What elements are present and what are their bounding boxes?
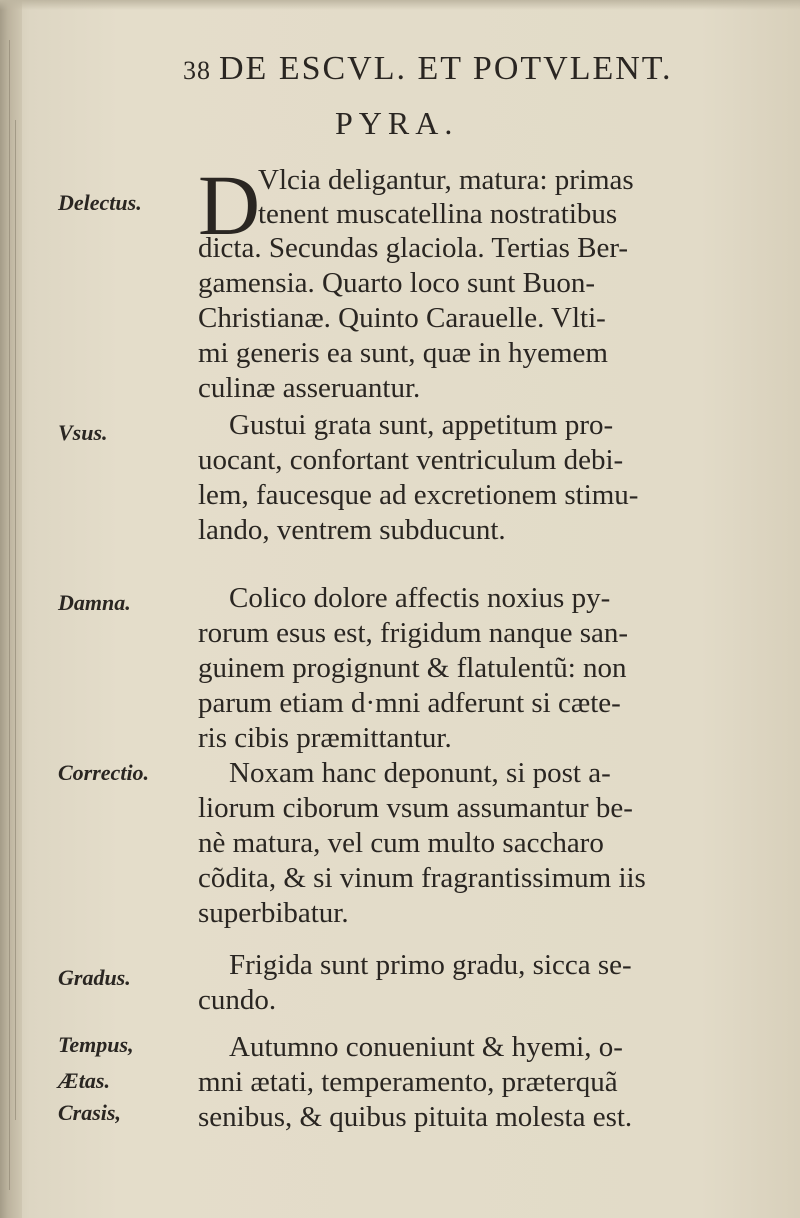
margin-note: Gradus. <box>58 965 131 990</box>
page-header <box>183 50 743 88</box>
text-line: liorum ciborum vsum assumantur be- <box>198 792 633 824</box>
text-line: dicta. Secundas glaciola. Tertias Ber- <box>198 232 629 264</box>
text-line: lem, faucesque ad excretionem stimu- <box>198 479 639 511</box>
text-line: Autumno conueniunt & hyemi, o- <box>229 1031 623 1063</box>
running-head: DE ESCVL. ET POTVLENT. <box>219 50 673 87</box>
text-line: gamensia. Quarto loco sunt Buon- <box>198 267 596 299</box>
text-line: rorum esus est, frigidum nanque san- <box>198 617 629 649</box>
margin-note: Crasis, <box>58 1100 121 1125</box>
binding-crease <box>15 120 16 1120</box>
margin-note: Tempus, <box>58 1032 134 1057</box>
text-line: Frigida sunt primo gradu, sicca se- <box>229 949 632 981</box>
drop-cap: D <box>198 157 261 253</box>
text-line: nè matura, vel cum multo saccharo <box>198 827 604 859</box>
margin-note: Vsus. <box>58 420 108 445</box>
text-line: Christianæ. Quinto Carauelle. Vlti- <box>198 302 606 334</box>
margin-note: Correctio. <box>58 760 150 785</box>
margin-note: Damna. <box>58 590 131 615</box>
text-line: Gustui grata sunt, appetitum pro- <box>229 409 614 441</box>
text-line: lando, ventrem subducunt. <box>198 514 506 546</box>
page-number: 38 <box>183 56 211 85</box>
margin-note: Delectus. <box>58 190 142 215</box>
page-binding-edge <box>0 0 22 1218</box>
text-line: mni ætati, temperamento, præterquã <box>198 1066 618 1098</box>
text-line: tenent muscatellina nostratibus <box>258 198 618 230</box>
text-line: cõdita, & si vinum fragrantissimum iis <box>198 862 646 894</box>
text-line: Noxam hanc deponunt, si post a- <box>229 757 611 789</box>
text-line: superbibatur. <box>198 897 349 929</box>
text-line: mi generis ea sunt, quæ in hyemem <box>198 337 608 369</box>
text-line: uocant, confortant ventriculum debi- <box>198 444 624 476</box>
text-line: culinæ asseruantur. <box>198 372 421 404</box>
page-top-shadow <box>0 0 800 10</box>
text-line: Colico dolore affectis noxius py- <box>229 582 611 614</box>
text-line: guinem progignunt & flatulentũ: non <box>198 652 627 684</box>
text-line: ris cibis præmittantur. <box>198 722 452 754</box>
text-line: parum etiam d·mni adferunt si cæte- <box>198 687 621 719</box>
margin-note: Ætas. <box>58 1068 110 1093</box>
text-line: senibus, & quibus pituita molesta est. <box>198 1101 633 1133</box>
binding-crease <box>9 40 10 1190</box>
section-title: PYRA. <box>335 105 459 141</box>
text-line: cundo. <box>198 984 277 1016</box>
text-line: Vlcia deligantur, matura: primas <box>258 164 634 196</box>
